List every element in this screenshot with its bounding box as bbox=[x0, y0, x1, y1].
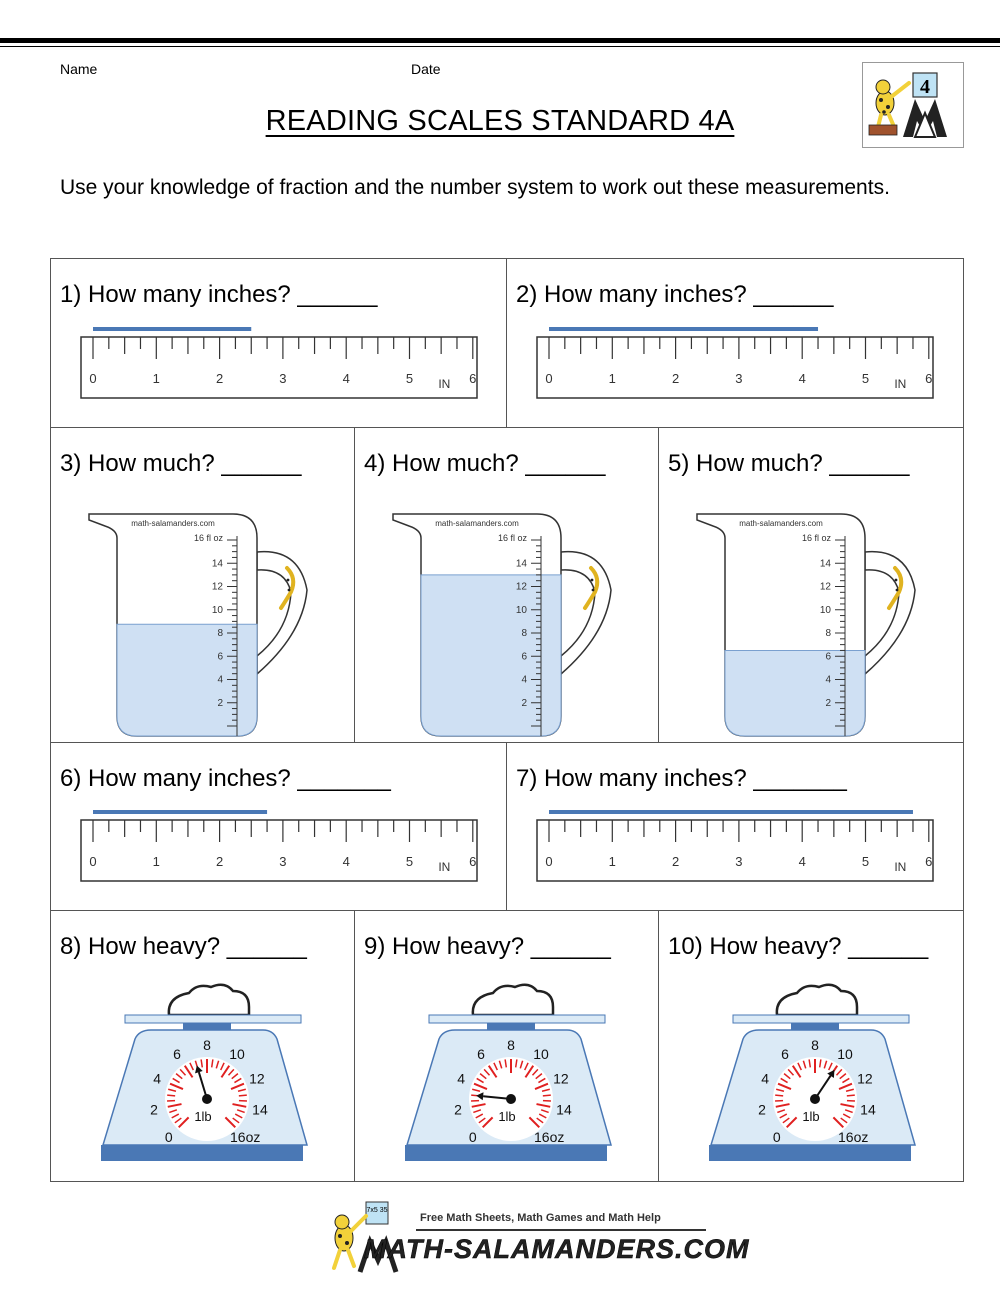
scale-label: 4 bbox=[457, 1070, 466, 1087]
scale-label: 4 bbox=[761, 1070, 770, 1087]
jug-water bbox=[725, 650, 865, 736]
question-2 bbox=[507, 259, 963, 428]
jug-label: 14 bbox=[211, 558, 223, 570]
jug-label: 12 bbox=[819, 581, 831, 593]
footer-badge-text: 7x5 35 bbox=[366, 1207, 388, 1214]
question-1 bbox=[51, 259, 507, 428]
ruler-2 bbox=[527, 325, 947, 415]
scale-center-label: 1lb bbox=[802, 1109, 820, 1124]
scale-10 bbox=[705, 977, 925, 1173]
scale-label: 8 bbox=[203, 1037, 211, 1053]
scale-pivot bbox=[810, 1094, 820, 1104]
ruler-number: 4 bbox=[798, 854, 806, 869]
salamander-spot bbox=[592, 589, 595, 592]
ruler-unit: IN bbox=[894, 377, 907, 391]
question-6-text: 6) How many inches? _______ bbox=[60, 765, 391, 792]
ruler-number: 0 bbox=[89, 371, 97, 386]
top-rule-thin bbox=[0, 46, 1000, 47]
jug-label: 12 bbox=[515, 581, 527, 593]
name-label: Name bbox=[60, 61, 98, 77]
question-4 bbox=[355, 428, 659, 743]
question-8-text: 8) How heavy? ______ bbox=[60, 933, 307, 960]
jug-label: 10 bbox=[819, 604, 831, 616]
jug-label: 10 bbox=[515, 604, 527, 616]
scale-stem bbox=[487, 1023, 535, 1030]
jug-label: 6 bbox=[825, 651, 831, 663]
ruler-number: 2 bbox=[215, 854, 224, 869]
ruler-number: 3 bbox=[279, 854, 287, 869]
scale-tick bbox=[847, 1095, 855, 1096]
scale-label: 14 bbox=[252, 1101, 268, 1118]
jug-site-label: math-salamanders.com bbox=[435, 519, 519, 528]
ruler-number: 6 bbox=[469, 371, 477, 386]
question-1-text: 1) How many inches? ______ bbox=[60, 281, 378, 308]
scale-label: 12 bbox=[249, 1070, 265, 1087]
question-6 bbox=[51, 743, 507, 911]
question-4-text: 4) How much? ______ bbox=[364, 450, 606, 477]
jug-label: 12 bbox=[211, 581, 223, 593]
ruler-7 bbox=[527, 808, 947, 898]
scale-label: 8 bbox=[507, 1037, 515, 1053]
ruler-number: 5 bbox=[405, 854, 414, 869]
scale-tick bbox=[543, 1095, 551, 1096]
jug-5 bbox=[693, 504, 933, 744]
scale-tick bbox=[239, 1095, 247, 1096]
scale-label: 8 bbox=[811, 1037, 819, 1053]
salamander-spot bbox=[896, 589, 899, 592]
scale-8 bbox=[97, 977, 317, 1173]
scale-label: 0 bbox=[772, 1129, 781, 1146]
question-9-text: 9) How heavy? ______ bbox=[364, 933, 611, 960]
scale-label: 0 bbox=[468, 1129, 477, 1146]
question-3-text: 3) How much? ______ bbox=[60, 450, 302, 477]
ruler-number: 4 bbox=[342, 371, 350, 386]
question-5 bbox=[659, 428, 963, 743]
scale-tick bbox=[775, 1095, 783, 1096]
jug-label: 8 bbox=[825, 628, 831, 639]
ruler-unit: IN bbox=[438, 377, 451, 391]
ruler-unit: IN bbox=[894, 860, 907, 874]
scale-label: 16oz bbox=[230, 1129, 261, 1146]
scale-label: 2 bbox=[454, 1101, 462, 1118]
ruler-number: 1 bbox=[608, 854, 616, 869]
jug-top-label: 16 fl oz bbox=[801, 533, 831, 543]
date-label: Date bbox=[411, 61, 441, 77]
ruler-number: 6 bbox=[925, 371, 933, 386]
jug-label: 8 bbox=[521, 628, 527, 639]
scale-stem bbox=[183, 1023, 231, 1030]
jug-top-label: 16 fl oz bbox=[193, 533, 223, 543]
scale-base bbox=[405, 1145, 607, 1161]
ruler-6 bbox=[71, 808, 491, 898]
scale-pan bbox=[733, 1015, 909, 1023]
weighed-object bbox=[777, 985, 857, 1015]
question-10-text: 10) How heavy? ______ bbox=[668, 933, 929, 960]
ruler-number: 2 bbox=[671, 854, 680, 869]
ruler-number: 2 bbox=[215, 371, 224, 386]
jug-site-label: math-salamanders.com bbox=[739, 519, 823, 528]
scale-pan bbox=[429, 1015, 605, 1023]
scale-label: 16oz bbox=[838, 1129, 869, 1146]
ruler-number: 3 bbox=[735, 854, 743, 869]
scale-tick bbox=[167, 1095, 175, 1096]
question-7 bbox=[507, 743, 963, 911]
ruler-number: 1 bbox=[152, 371, 160, 386]
ruler-unit: IN bbox=[438, 860, 451, 874]
footer-rule bbox=[416, 1229, 706, 1231]
jug-handle bbox=[865, 552, 915, 674]
question-2-text: 2) How many inches? ______ bbox=[516, 281, 834, 308]
jug-label: 6 bbox=[217, 651, 223, 663]
question-7-text: 7) How many inches? _______ bbox=[516, 765, 847, 792]
ruler-1 bbox=[71, 325, 491, 415]
salamander-spot bbox=[895, 579, 898, 582]
jug-handle bbox=[561, 552, 611, 674]
jug-4 bbox=[389, 504, 629, 744]
scale-label: 2 bbox=[758, 1101, 766, 1118]
scale-label: 12 bbox=[857, 1070, 873, 1087]
weighed-object bbox=[473, 985, 553, 1015]
ruler-number: 4 bbox=[342, 854, 350, 869]
scale-label: 0 bbox=[164, 1129, 173, 1146]
ruler-number: 3 bbox=[735, 371, 743, 386]
jug-label: 4 bbox=[521, 674, 527, 686]
scale-9 bbox=[401, 977, 621, 1173]
ruler-number: 5 bbox=[861, 854, 870, 869]
scale-base bbox=[709, 1145, 911, 1161]
grade-number: 4 bbox=[920, 76, 930, 98]
scale-label: 2 bbox=[150, 1101, 158, 1118]
scale-label: 6 bbox=[477, 1046, 485, 1063]
jug-label: 2 bbox=[825, 697, 831, 709]
question-3 bbox=[51, 428, 355, 743]
jug-label: 2 bbox=[521, 697, 527, 709]
scale-center-label: 1lb bbox=[194, 1109, 212, 1124]
jug-label: 4 bbox=[825, 674, 831, 686]
ruler-number: 0 bbox=[545, 371, 553, 386]
jug-label: 14 bbox=[515, 558, 527, 570]
jug-water bbox=[117, 624, 257, 736]
weighed-object bbox=[169, 985, 249, 1015]
jug-label: 8 bbox=[217, 628, 223, 639]
jug-label: 4 bbox=[217, 674, 223, 686]
footer-logo bbox=[320, 1198, 750, 1278]
scale-pivot bbox=[506, 1094, 516, 1104]
jug-label: 2 bbox=[217, 697, 223, 709]
scale-label: 10 bbox=[229, 1046, 245, 1063]
jug-handle bbox=[257, 552, 307, 674]
jug-3 bbox=[85, 504, 325, 744]
jug-site-label: math-salamanders.com bbox=[131, 519, 215, 528]
instructions: Use your knowledge of fraction and the number system to work out these measurements. bbox=[60, 176, 890, 199]
scale-label: 6 bbox=[173, 1046, 181, 1063]
ruler-number: 0 bbox=[89, 854, 97, 869]
scale-label: 16oz bbox=[534, 1129, 565, 1146]
ruler-number: 0 bbox=[545, 854, 553, 869]
ruler-number: 5 bbox=[861, 371, 870, 386]
jug-water bbox=[421, 575, 561, 736]
ruler-number: 6 bbox=[469, 854, 477, 869]
salamander-spot bbox=[591, 579, 594, 582]
ruler-number: 3 bbox=[279, 371, 287, 386]
salamander-spot bbox=[287, 579, 290, 582]
top-rule bbox=[0, 38, 1000, 43]
question-9 bbox=[355, 911, 659, 1181]
salamander-spot bbox=[288, 589, 291, 592]
question-5-text: 5) How much? ______ bbox=[668, 450, 910, 477]
jug-label: 6 bbox=[521, 651, 527, 663]
question-10 bbox=[659, 911, 963, 1181]
footer-tagline: Free Math Sheets, Math Games and Math Help bbox=[420, 1212, 661, 1224]
scale-label: 10 bbox=[837, 1046, 853, 1063]
footer-site-name: MATH-SALAMANDERS.COM bbox=[364, 1234, 750, 1264]
scale-pivot bbox=[202, 1094, 212, 1104]
scale-label: 4 bbox=[153, 1070, 162, 1087]
ruler-number: 5 bbox=[405, 371, 414, 386]
jug-label: 10 bbox=[211, 604, 223, 616]
question-grid bbox=[50, 258, 964, 1182]
ruler-number: 2 bbox=[671, 371, 680, 386]
ruler-number: 6 bbox=[925, 854, 933, 869]
ruler-number: 4 bbox=[798, 371, 806, 386]
scale-label: 14 bbox=[556, 1101, 572, 1118]
scale-label: 14 bbox=[860, 1101, 876, 1118]
scale-stem bbox=[791, 1023, 839, 1030]
scale-base bbox=[101, 1145, 303, 1161]
worksheet-title: READING SCALES STANDARD 4A bbox=[265, 105, 735, 137]
jug-top-label: 16 fl oz bbox=[497, 533, 527, 543]
question-8 bbox=[51, 911, 355, 1181]
scale-label: 6 bbox=[781, 1046, 789, 1063]
ruler-number: 1 bbox=[152, 854, 160, 869]
scale-center-label: 1lb bbox=[498, 1109, 516, 1124]
scale-label: 10 bbox=[533, 1046, 549, 1063]
scale-label: 12 bbox=[553, 1070, 569, 1087]
scale-pan bbox=[125, 1015, 301, 1023]
ruler-number: 1 bbox=[608, 371, 616, 386]
jug-label: 14 bbox=[819, 558, 831, 570]
